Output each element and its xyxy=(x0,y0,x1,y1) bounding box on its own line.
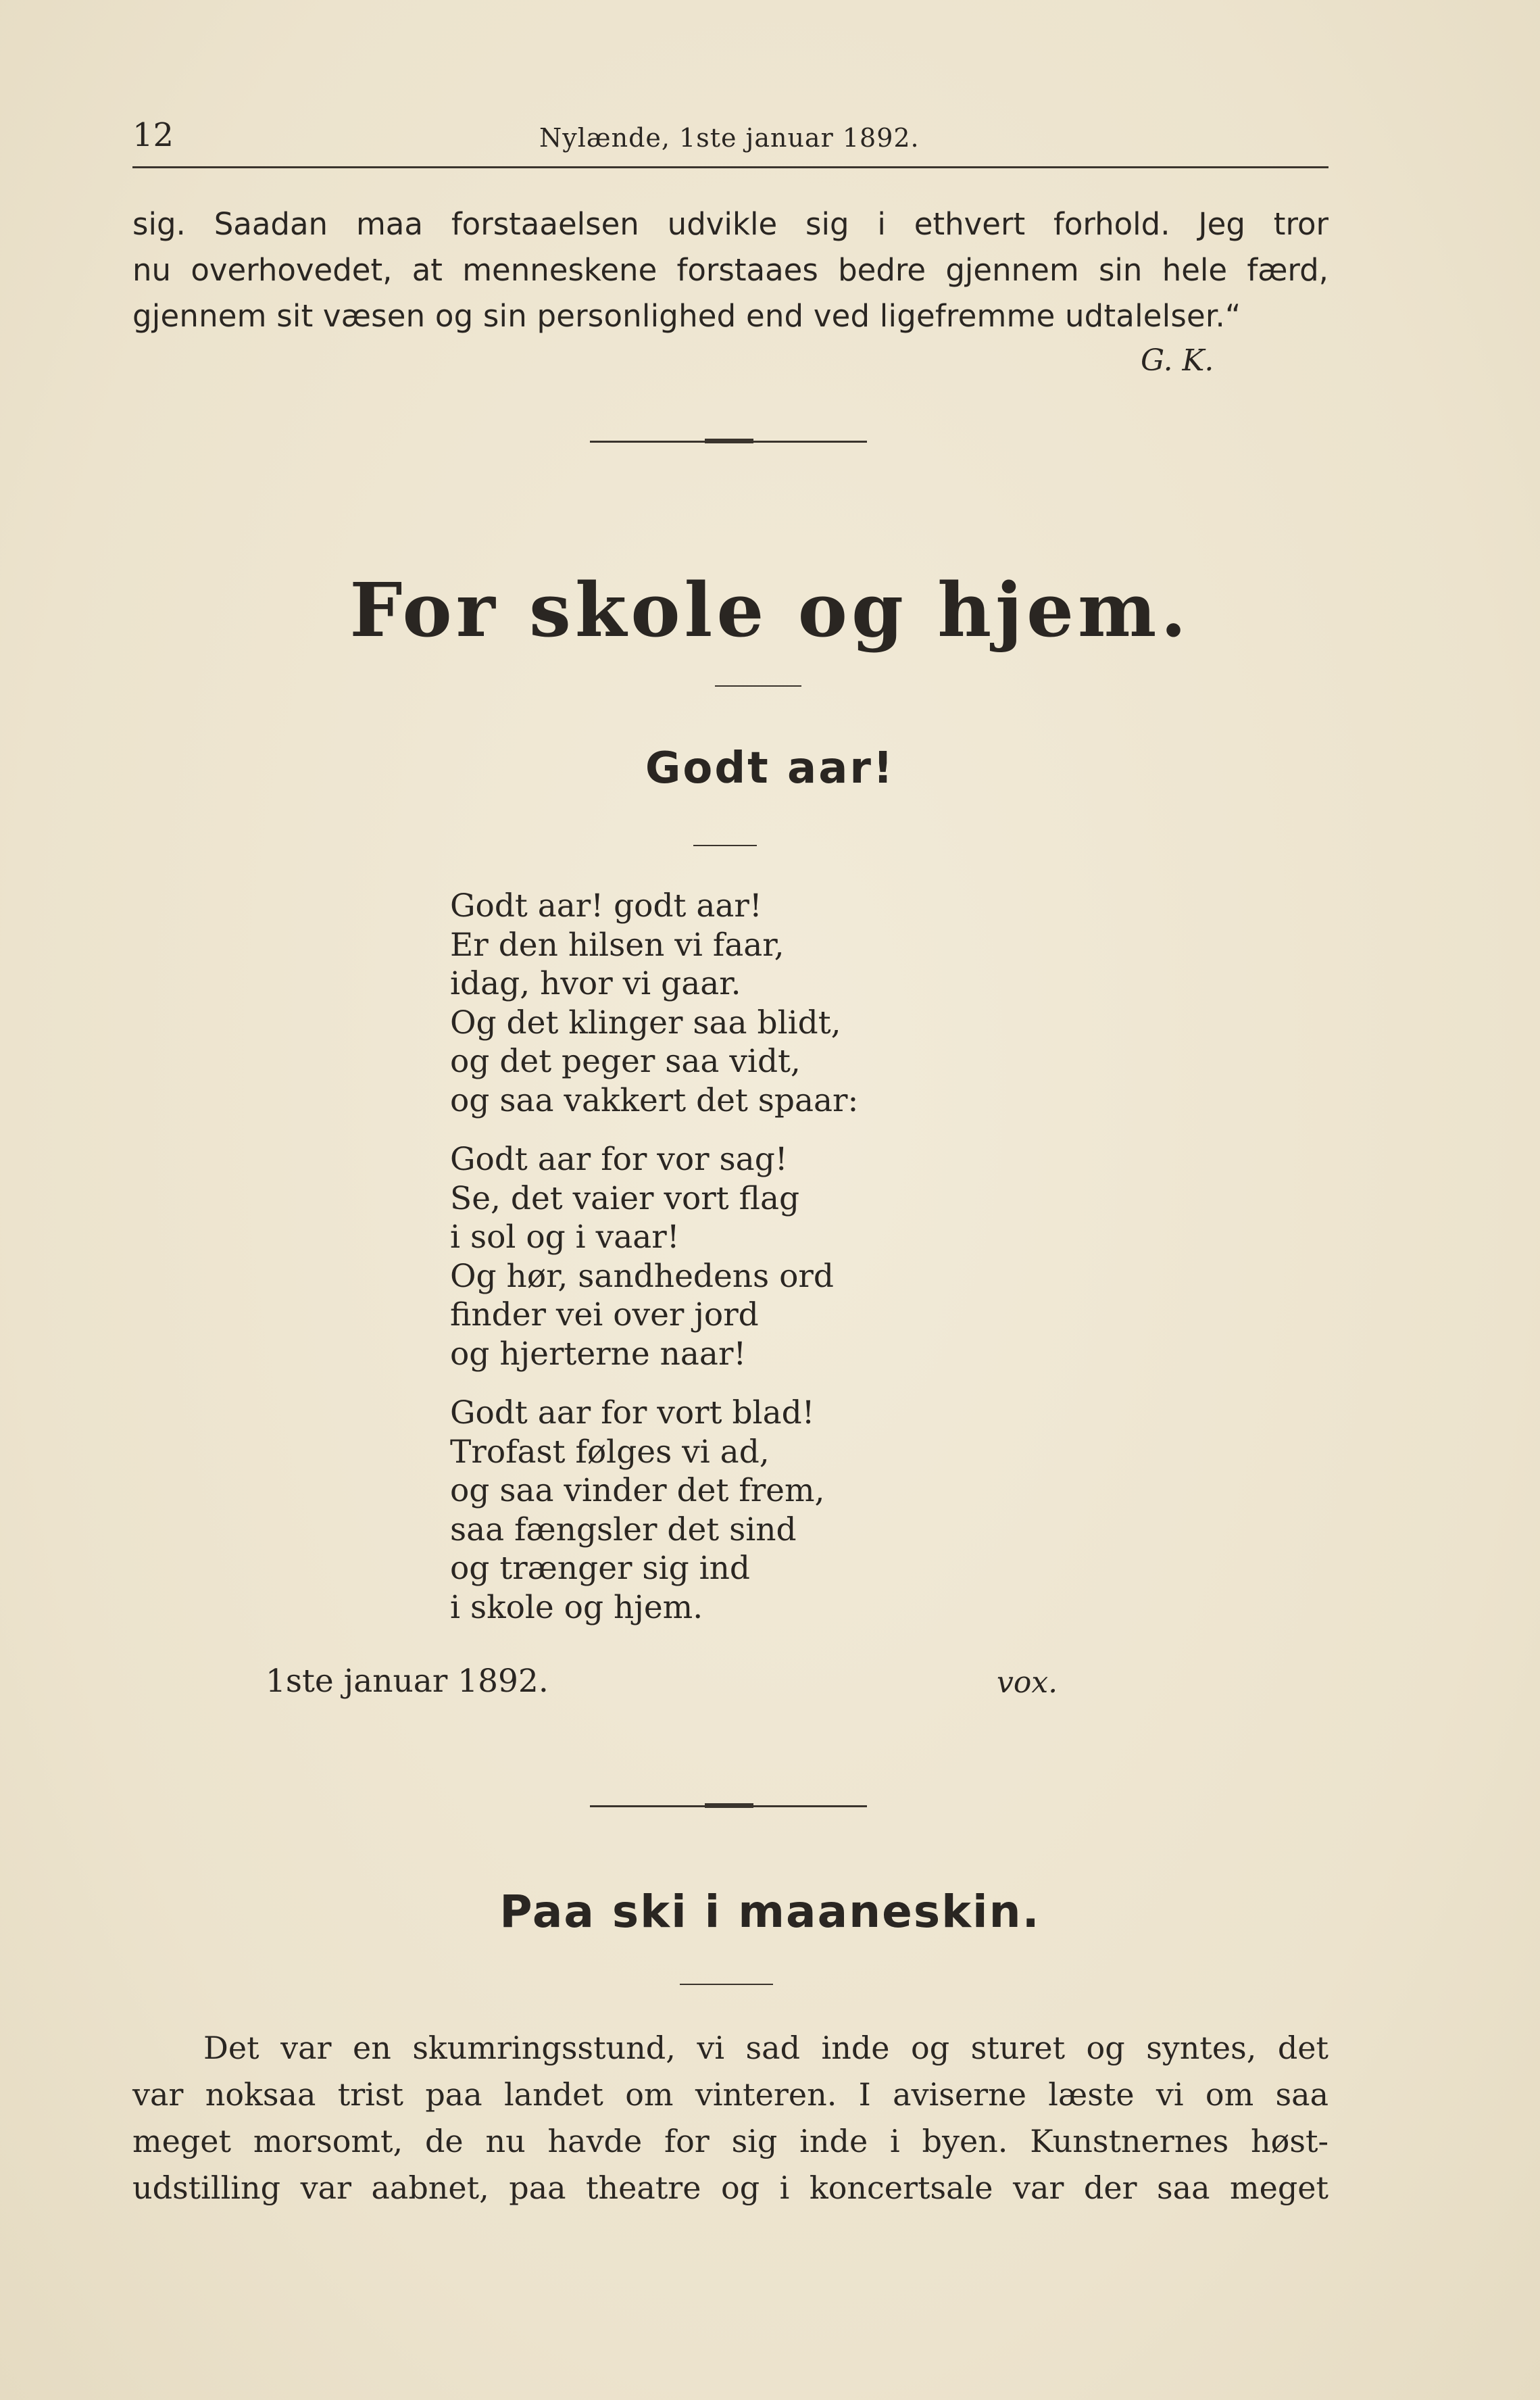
poem-line: Godt aar for vor sag! xyxy=(450,1141,788,1178)
poem-title: Godt aar! xyxy=(645,743,895,793)
poem xyxy=(450,887,858,1627)
article-line: var noksaa trist paa landet om vinteren. I aviserne læste vi om saa xyxy=(132,2076,1328,2113)
header-rule xyxy=(132,166,1328,168)
page-number: 12 xyxy=(132,116,174,154)
article-title-underline xyxy=(680,1984,773,1985)
intro-line: gjennem sit væsen og sin personlighed end ved ligefremme udtalelser.“ xyxy=(132,298,1241,334)
poem-line: i skole og hjem. xyxy=(450,1588,703,1626)
poem-line: Se, det vaier vort flag xyxy=(450,1179,800,1217)
article-line: Det var en skumringsstund, vi sad inde og sturet og syntes, det xyxy=(203,2030,1328,2066)
article-line: meget morsomt, de nu havde for sig inde i byen. Kunstnernes høst- xyxy=(132,2123,1328,2159)
separator-ornament xyxy=(705,439,753,443)
poem-line: og det peger saa vidt, xyxy=(450,1043,801,1080)
poem-title-underline xyxy=(693,845,757,846)
poem-line: i sol og i vaar! xyxy=(450,1219,680,1256)
article-paragraph xyxy=(132,2025,1328,2211)
intro-signature: G. K. xyxy=(1141,343,1214,378)
article-line: udstilling var aabnet, paa theatre og i koncertsale var der saa meget xyxy=(132,2170,1328,2206)
poem-line: finder vei over jord xyxy=(450,1296,759,1333)
intro-paragraph xyxy=(132,201,1328,339)
poem-line: og saa vakkert det spaar: xyxy=(450,1081,859,1119)
poem-author: vox. xyxy=(997,1665,1058,1700)
poem-line: Er den hilsen vi faar, xyxy=(450,926,785,964)
article-title: Paa ski i maaneskin. xyxy=(499,1886,1041,1938)
poem-date: 1ste januar 1892. xyxy=(266,1663,549,1700)
poem-line: idag, hvor vi gaar. xyxy=(450,965,741,1002)
poem-line: saa fængsler det sind xyxy=(450,1511,797,1548)
poem-line: og saa vinder det frem, xyxy=(450,1472,825,1509)
poem-line: Og hør, sandhedens ord xyxy=(450,1257,834,1295)
intro-line: sig. Saadan maa forstaaelsen udvikle sig i ethvert forhold. Jeg tror xyxy=(132,206,1328,242)
separator-ornament xyxy=(705,1803,753,1808)
poem-line: Godt aar! godt aar! xyxy=(450,887,762,925)
running-title: Nylænde, 1ste januar 1892. xyxy=(539,123,920,153)
poem-line: Og det klinger saa blidt, xyxy=(450,1004,841,1042)
poem-line: Trofast følges vi ad, xyxy=(450,1433,770,1471)
intro-line: nu overhovedet, at menneskene forstaaes bedre gjennem sin hele færd, xyxy=(132,252,1328,288)
poem-line: Godt aar for vort blad! xyxy=(450,1394,815,1431)
poem-line: og trænger sig ind xyxy=(450,1550,750,1587)
section-title: For skole og hjem. xyxy=(349,566,1191,654)
title-underline xyxy=(715,685,801,687)
poem-line: og hjerterne naar! xyxy=(450,1335,747,1373)
